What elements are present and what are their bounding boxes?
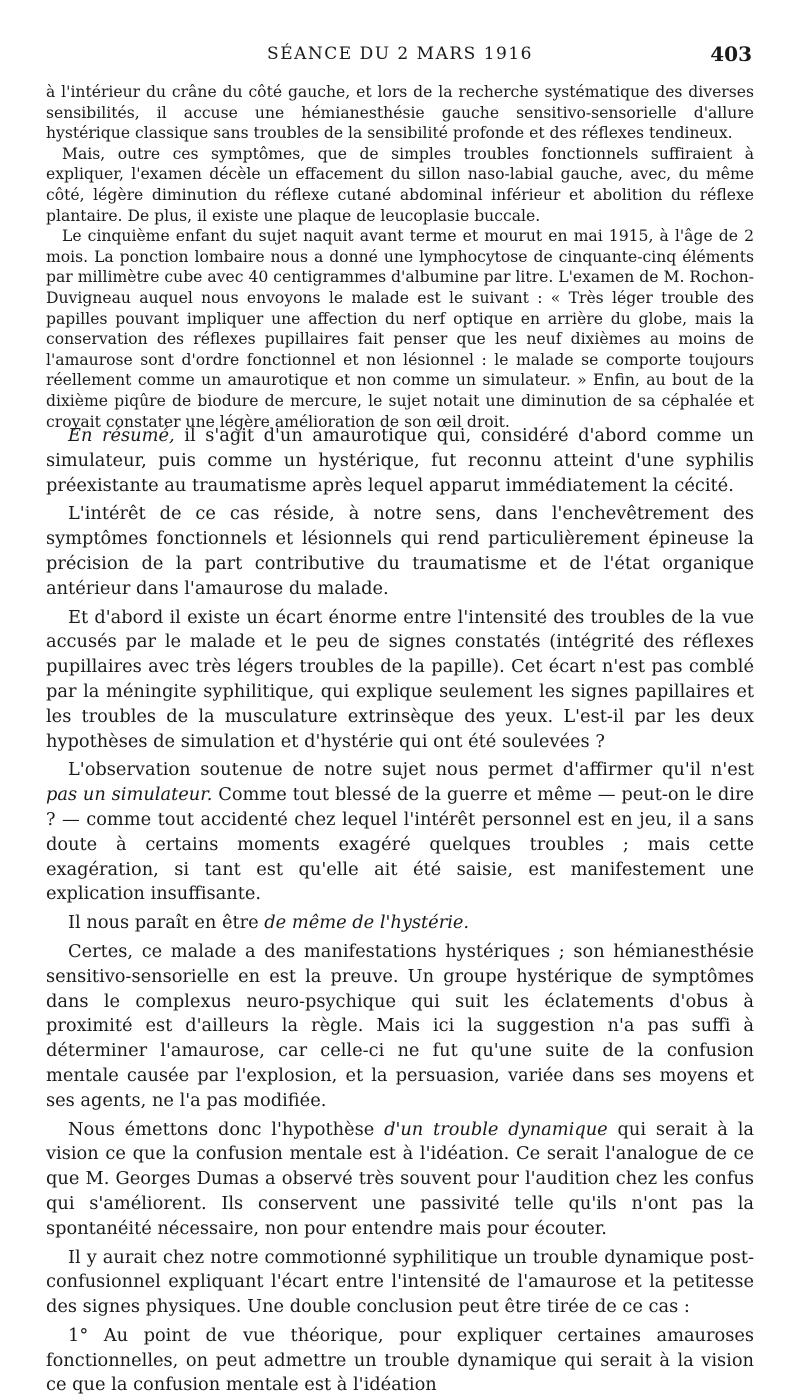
hypothesis-paragraph (46, 1118, 754, 1242)
small-paragraph-2: Mais, outre ces symptômes, que de simples troubles fonctionnels suffiraient à expliquer, l'examen décèle un effacement du sillon naso-labial gauche, avec, du même côté, légère diminution du réflexe cutané abdominal inférieur et abolition du réflexe plantaire. De plus, il existe une plaque de leucoplasie buccale. (46, 144, 754, 225)
summary-lead: En résumé, (68, 425, 175, 446)
simulation-text-a: L'observation soutenue de notre sujet nous permet d'affirmer qu'il n'est (68, 759, 754, 781)
simulation-text-b: Comme tout blessé de la guerre et même — peut-on le dire ? — comme tout accidenté chez lequel l'intérêt personnel est en jeu, il a sans doute à certains moments exagéré quelques troubles ; mais cette exagération, si tant est qu'elle ait été saisie, est manifestement une explication insuffisante. (46, 784, 754, 905)
running-title: SÉANCE DU 2 MARS 1916 (267, 44, 533, 64)
dynamic-trouble-paragraph: Il y aurait chez notre commotionné syphilitique un trouble dynamique post-confusionnel expliquant l'écart entre l'intensité de l'amaurose et la petitesse des signes physiques. Une double conclusion peut être tirée de ce cas : (46, 1246, 754, 1318)
simulation-paragraph (46, 758, 754, 907)
hysteria-emphasis: de même de l'hystérie. (264, 912, 470, 934)
conclusion-point-1: 1° Au point de vue théorique, pour expliquer certaines amauroses fonctionnelles, on peut admettre un trouble dynamique qui serait à la vision ce que la confusion mentale est à l'idéation (46, 1324, 754, 1396)
simulation-emphasis: pas un simulateur. (46, 784, 213, 806)
hypothesis-text-b: qui serait à la vision ce que la confusion mentale est à l'idéation. Ce serait l'analogue de ce que M. Georges Dumas a observé très souvent pour l'audition chez les confus qui s'améliorent. Ils conservent une passivité telle qu'ils n'ont pas la spontanéité nécessaire, non pour entendre mais pour écouter. (46, 1118, 754, 1239)
page-number: 403 (710, 42, 752, 66)
discussion-body (46, 424, 754, 1398)
interest-paragraph: L'intérêt de ce cas réside, à notre sens, dans l'enchevêtrement des symptômes fonctionnels et lésionnels qui rend particulièrement épineuse la précision de la part contributive du traumatisme et de l'état organique antérieur dans l'amaurose du malade. (46, 503, 754, 599)
hypothesis-emphasis: d'un trouble dynamique (384, 1118, 608, 1140)
discrepancy-paragraph: Et d'abord il existe un écart énorme entre l'intensité des troubles de la vue accusés par le malade et le peu de signes constatés (intégrité des réflexes pupillaires avec très légers troubles de la papille). Cet écart n'est pas comblé par la méningite syphilitique, qui explique seulement les signes papillaires et les troubles de la musculature extrinsèque des yeux. L'est-il par les deux hypothèses de simulation et d'hystérie qui ont été soulevées ? (46, 606, 754, 752)
hysteria-paragraph (46, 911, 754, 936)
case-report-block (46, 82, 754, 432)
small-paragraph-3: Le cinquième enfant du sujet naquit avant terme et mourut en mai 1915, à l'âge de 2 mois. La ponction lombaire nous a donné une lymphocytose de cinquante-cinq éléments par millimètre cube avec 40 centigrammes d'albumine par litre. L'examen de M. Rochon-Duvigneau auquel nous envoyons le malade est le suivant : « Très léger trouble des papilles pouvant impliquer une affection du nerf optique en arrière du globe, mais la conservation des réflexes pupillaires fait penser que les neuf dixièmes au moins de l'amaurose sont d'ordre fonctionnel et non lésionnel : le malade se comporte toujours réellement comme un amaurotique et non comme un simulateur. » Enfin, au bout de la dixième piqûre de biodure de mercure, le sujet notait une diminution de sa céphalée et croyait constater une légère amélioration de son œil droit. (46, 227, 754, 431)
summary-text: il s'agit d'un amaurotique qui, considéré d'abord comme un simulateur, puis comme un hystérique, fut reconnu atteint d'une syphilis préexistante au traumatisme après lequel apparut immédiatement la cécité. (46, 425, 754, 496)
small-paragraph-1: à l'intérieur du crâne du côté gauche, et lors de la recherche systématique des diverses sensibilités, il accuse une hémianesthésie gauche sensitivo-sensorielle d'allure hystérique classique sans troubles de la sensibilité profonde et des réflexes tendineux. (46, 83, 754, 143)
page-header (46, 40, 754, 70)
hypothesis-text-a: Nous émettons donc l'hypothèse (68, 1118, 385, 1140)
summary-paragraph (46, 424, 754, 498)
hysteria-text: Il nous paraît en être (68, 912, 265, 934)
manifestations-paragraph: Certes, ce malade a des manifestations hystériques ; son hémianesthésie sensitivo-sensorielle en est la preuve. Un groupe hystérique de symptômes dans le complexus neuro-psychique qui suit les éclatements d'obus à proximité est d'ailleurs la règle. Mais ici la suggestion n'a pas suffi à déterminer l'amaurose, car celle-ci ne fut qu'une suite de la confusion mentale causée par l'explosion, et la persuasion, variée dans ses moyens et ses agents, ne l'a pas modifiée. (46, 940, 754, 1111)
